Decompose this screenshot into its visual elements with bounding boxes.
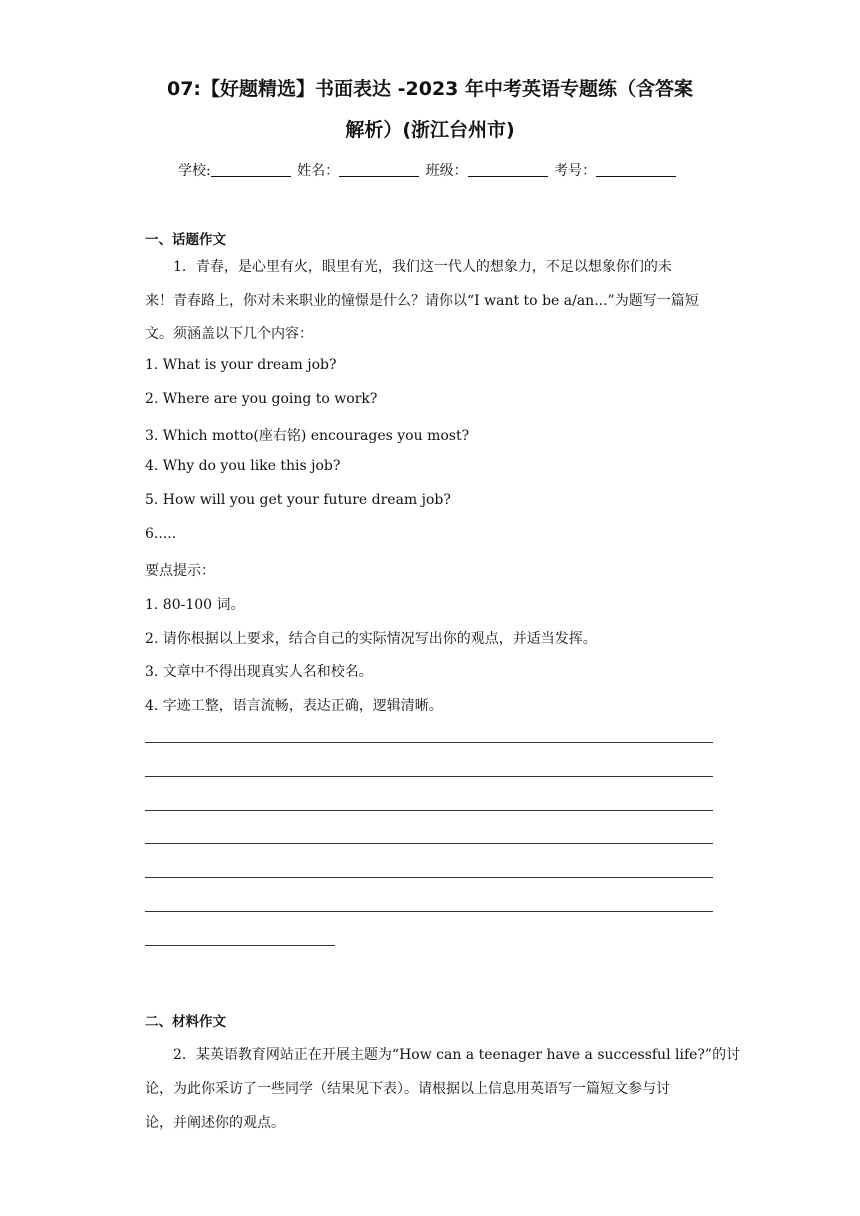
section-2-heading: 二、材料作文	[145, 1014, 226, 1030]
tip-item: 4. 字迹工整，语言流畅，表达正确，逻辑清晰。	[145, 698, 443, 714]
question-item: 1. What is your dream job?	[145, 357, 337, 373]
answer-line[interactable]	[145, 776, 713, 777]
answer-line[interactable]	[145, 810, 713, 811]
class-blank[interactable]	[468, 162, 548, 177]
tip-item: 2. 请你根据以上要求，结合自己的实际情况写出你的观点，并适当发挥。	[145, 631, 597, 647]
prompt-line: 来！青春路上，你对未来职业的憧憬是什么？请你以“I want to be a/an...”为题写一篇短	[145, 293, 699, 309]
name-label: 姓名：	[297, 163, 340, 179]
exam-number-blank[interactable]	[596, 162, 676, 177]
answer-line[interactable]	[145, 877, 713, 878]
tip-item: 3. 文章中不得出现真实人名和校名。	[145, 664, 373, 680]
tip-item: 1. 80-100 词。	[145, 597, 245, 613]
answer-line[interactable]	[145, 945, 335, 946]
answer-line[interactable]	[145, 742, 713, 743]
prompt-line: 论，为此你采访了一些同学（结果见下表）。请根据以上信息用英语写一篇短文参与讨	[145, 1081, 670, 1097]
answer-line[interactable]	[145, 911, 713, 912]
prompt-line: 论，并阐述你的观点。	[145, 1115, 285, 1131]
prompt-line: 2．某英语教育网站正在开展主题为“How can a teenager have a successful life?”的讨	[173, 1047, 741, 1063]
answer-line[interactable]	[145, 843, 713, 844]
student-info-row	[178, 160, 678, 180]
question-item: 6.....	[145, 526, 177, 542]
school-label: 学校:	[178, 163, 211, 179]
school-blank[interactable]	[211, 162, 291, 177]
prompt-line: 文。须涵盖以下几个内容：	[145, 326, 313, 342]
name-blank[interactable]	[339, 162, 419, 177]
section-1-heading: 一、话题作文	[145, 232, 226, 248]
document-title-line-1: 07:【好题精选】书面表达 -2023 年中考英语专题练（含答案	[166, 78, 694, 100]
exam-number-label: 考号：	[554, 163, 597, 179]
question-item: 4. Why do you like this job?	[145, 458, 341, 474]
question-item: 3. Which motto(座右铭) encourages you most?	[145, 428, 470, 444]
class-label: 班级：	[425, 163, 468, 179]
document-title-line-2: 解析）(浙江台州市)	[345, 119, 515, 141]
tips-heading: 要点提示：	[145, 563, 215, 579]
prompt-line: 1．青春，是心里有火，眼里有光，我们这一代人的想象力，不足以想象你们的未	[173, 259, 672, 275]
question-item: 5. How will you get your future dream job?	[145, 492, 451, 508]
question-item: 2. Where are you going to work?	[145, 391, 378, 407]
